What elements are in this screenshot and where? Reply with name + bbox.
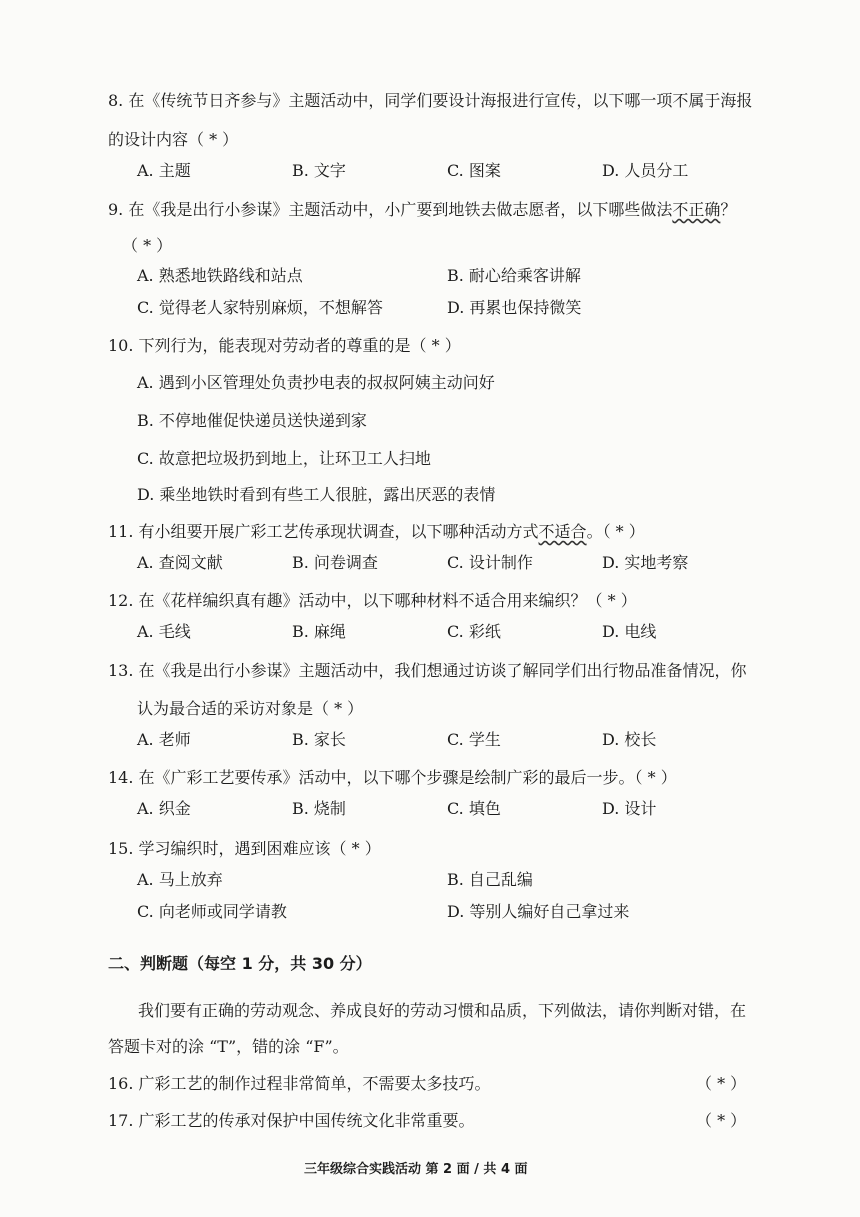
question-9-line2: （ * ） xyxy=(122,236,173,255)
q13-option-d: D. 校长 xyxy=(602,730,657,749)
section-2-title: 二、判断题（每空 1 分，共 30 分） xyxy=(108,954,372,973)
q15-option-d: D. 等别人编好自己拿过来 xyxy=(447,902,630,921)
q12-option-d: D. 电线 xyxy=(602,622,657,641)
q11-text: 11. 有小组要开展广彩工艺传承现状调查，以下哪种活动方式 xyxy=(108,522,539,541)
question-13-line1: 13. 在《我是出行小参谋》主题活动中，我们想通过访谈了解同学们出行物品准备情况，你 xyxy=(108,661,747,680)
q14-option-b: B. 烧制 xyxy=(292,799,346,818)
question-11-line1 xyxy=(108,521,645,543)
q14-option-d: D. 设计 xyxy=(602,799,657,818)
q15-option-a: A. 马上放弃 xyxy=(137,870,223,889)
q8-option-b: B. 文字 xyxy=(292,161,346,180)
section-2-intro-line2: 答题卡对的涂 “T”，错的涂 “F”。 xyxy=(108,1037,349,1056)
q12-option-c: C. 彩纸 xyxy=(447,622,501,641)
q9-option-b: B. 耐心给乘客讲解 xyxy=(447,266,581,285)
question-13-line2: 认为最合适的采访对象是（ * ） xyxy=(137,699,364,718)
question-9-line1 xyxy=(108,199,736,221)
q11-option-c: C. 设计制作 xyxy=(447,553,533,572)
question-17-answer-slot: （ * ） xyxy=(696,1111,747,1130)
q10-option-a: A. 遇到小区管理处负责抄电表的叔叔阿姨主动问好 xyxy=(137,373,495,392)
question-8-line2: 的设计内容（ * ） xyxy=(108,130,239,149)
q9-option-a: A. 熟悉地铁路线和站点 xyxy=(137,266,303,285)
q15-option-c: C. 向老师或同学请教 xyxy=(137,902,287,921)
q10-option-c: C. 故意把垃圾扔到地上，让环卫工人扫地 xyxy=(137,449,431,468)
question-15-line1: 15. 学习编织时，遇到困难应该（ * ） xyxy=(108,839,381,858)
q11-emphasis: 不适合 xyxy=(538,522,587,541)
q9-emphasis: 不正确 xyxy=(672,200,721,219)
q9-text: 9. 在《我是出行小参谋》主题活动中，小广要到地铁去做志愿者，以下哪些做法 xyxy=(108,200,673,219)
q10-option-d: D. 乘坐地铁时看到有些工人很脏，露出厌恶的表情 xyxy=(137,485,496,504)
q13-option-a: A. 老师 xyxy=(137,730,191,749)
q12-option-b: B. 麻绳 xyxy=(292,622,346,641)
q13-option-c: C. 学生 xyxy=(447,730,501,749)
q11-mark: 。（ * ） xyxy=(586,522,645,541)
question-8-line1: 8. 在《传统节日齐参与》主题活动中，同学们要设计海报进行宣传，以下哪一项不属于海报 xyxy=(108,91,753,110)
q11-option-b: B. 问卷调查 xyxy=(292,553,378,572)
question-16-text: 16. 广彩工艺的制作过程非常简单，不需要太多技巧。 xyxy=(108,1074,491,1093)
q9-option-d: D. 再累也保持微笑 xyxy=(447,298,582,317)
q12-option-a: A. 毛线 xyxy=(137,622,191,641)
q15-option-b: B. 自己乱编 xyxy=(447,870,533,889)
q14-option-a: A. 织金 xyxy=(137,799,191,818)
question-12-line1: 12. 在《花样编织真有趣》活动中，以下哪种材料不适合用来编织？（ * ） xyxy=(108,591,637,610)
question-10-line1: 10. 下列行为，能表现对劳动者的尊重的是（ * ） xyxy=(108,336,461,355)
page-footer: 三年级综合实践活动 第 2 面 / 共 4 面 xyxy=(304,1162,528,1177)
section-2-intro-line1: 我们要有正确的劳动观念、养成良好的劳动习惯和品质，下列做法，请你判断对错，在 xyxy=(138,1001,747,1020)
question-16-answer-slot: （ * ） xyxy=(696,1074,747,1093)
q9-option-c: C. 觉得老人家特别麻烦，不想解答 xyxy=(137,298,383,317)
q8-option-a: A. 主题 xyxy=(137,161,191,180)
q11-option-d: D. 实地考察 xyxy=(602,553,689,572)
question-14-line1: 14. 在《广彩工艺要传承》活动中，以下哪个步骤是绘制广彩的最后一步。（ * ） xyxy=(108,768,677,787)
q8-option-d: D. 人员分工 xyxy=(602,161,689,180)
q14-option-c: C. 填色 xyxy=(447,799,501,818)
q9-mark: ？ xyxy=(720,200,737,219)
q11-option-a: A. 查阅文献 xyxy=(137,553,223,572)
q8-option-c: C. 图案 xyxy=(447,161,501,180)
question-17-text: 17. 广彩工艺的传承对保护中国传统文化非常重要。 xyxy=(108,1111,475,1130)
q10-option-b: B. 不停地催促快递员送快递到家 xyxy=(137,411,367,430)
q13-option-b: B. 家长 xyxy=(292,730,346,749)
